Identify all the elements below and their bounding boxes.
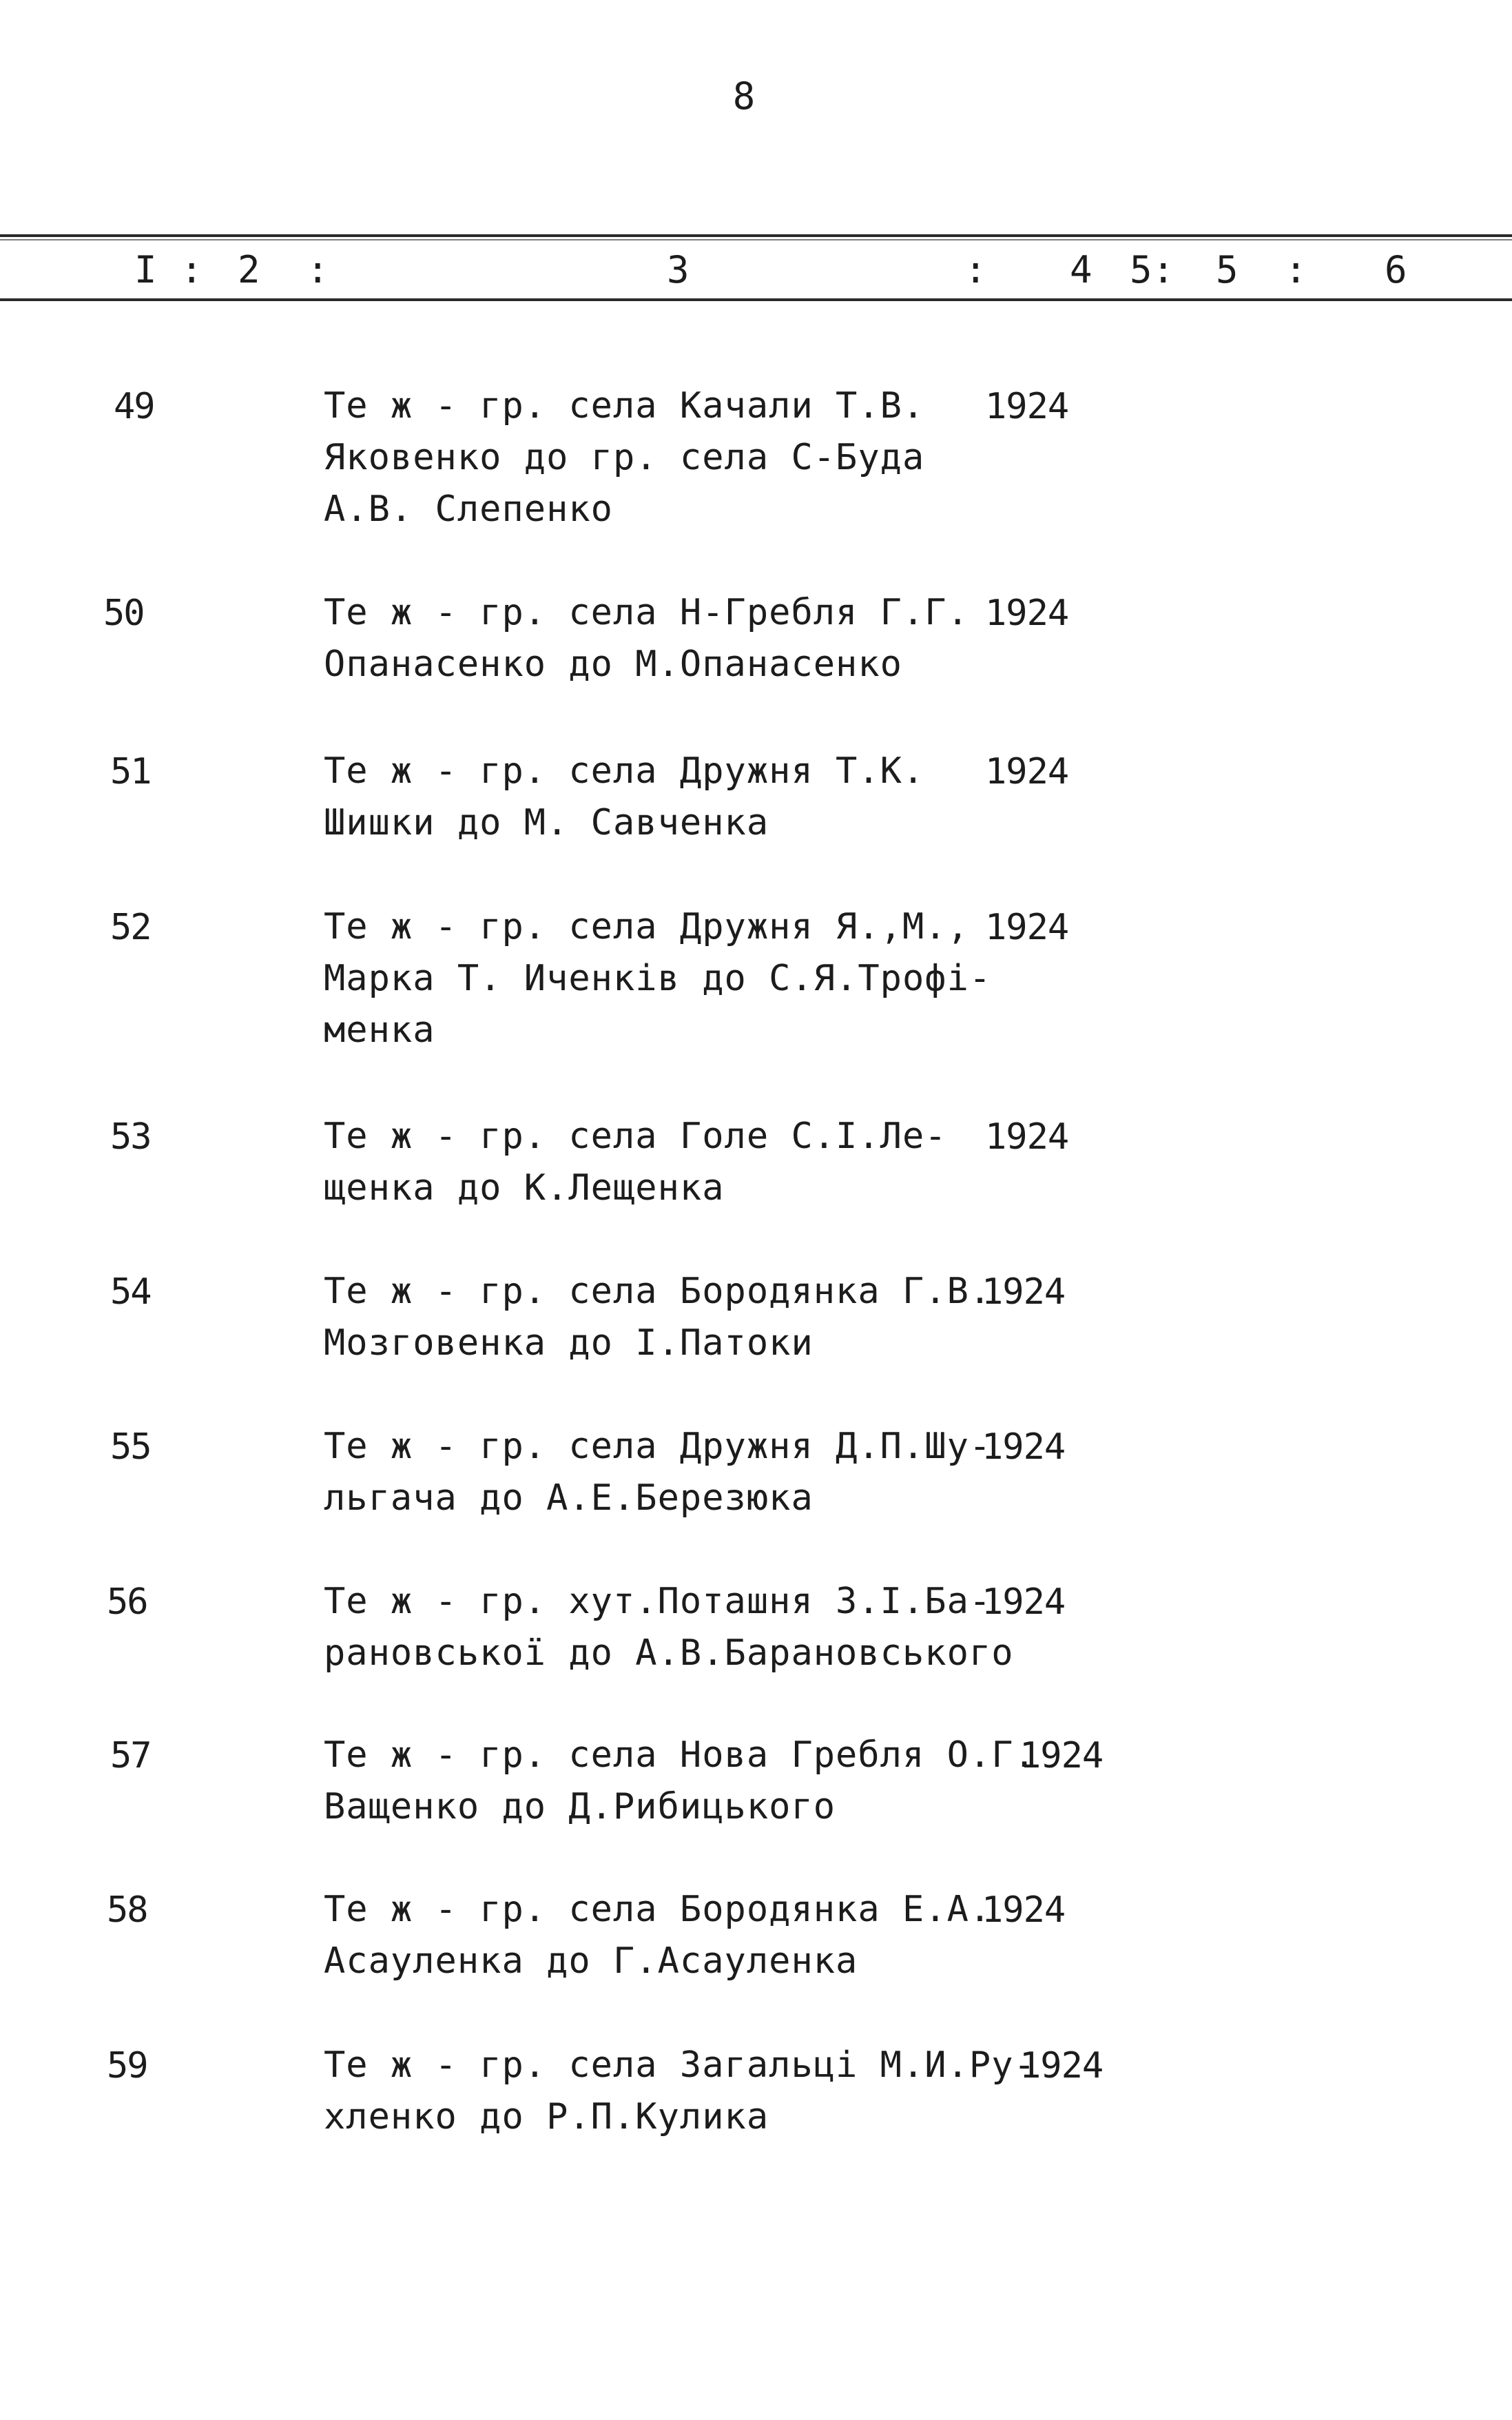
entry-year: 1924 <box>1019 1735 1104 1776</box>
entry-description-line: Ващенко до Д.Рибицького <box>324 1786 836 1827</box>
entry-number: 57 <box>110 1735 151 1776</box>
entry-description-line: Марка Т. Иченків до С.Я.Трофі- <box>324 958 992 999</box>
entry-description-line: Те ж - гр. села Дружня Д.П.Шу- <box>324 1426 992 1467</box>
entry-description-line: А.В. Слепенко <box>324 489 613 530</box>
entry-year: 1924 <box>985 593 1069 634</box>
column-header-1: I <box>134 248 157 291</box>
entry-number: 56 <box>107 1581 147 1623</box>
entry-number: 59 <box>107 2045 147 2086</box>
column-header-2: 2 <box>238 248 260 291</box>
entry-description-line: Те ж - гр. села Качали Т.В. <box>324 385 925 427</box>
column-header-5: 5 <box>1216 248 1239 291</box>
entry-year: 1924 <box>982 1271 1066 1313</box>
entry-number: 55 <box>110 1426 151 1468</box>
entry-number: 51 <box>110 751 151 792</box>
entry-description-line: Асауленка до Г.Асауленка <box>324 1940 858 1982</box>
entry-description-line: щенка до К.Лещенка <box>324 1167 725 1209</box>
entry-description-line: Те ж - гр. села Нова Гребля О.Г. <box>324 1734 1036 1776</box>
column-separator-4: 5: <box>1130 248 1175 291</box>
entry-description-line: Опанасенко до М.Опанасенко <box>324 644 902 685</box>
entry-description-line: Шишки до М. Савченка <box>324 802 769 843</box>
entry-year: 1924 <box>982 1426 1066 1468</box>
entry-year: 1924 <box>982 1581 1066 1623</box>
page-number: 8 <box>732 74 756 118</box>
entry-year: 1924 <box>1019 2045 1104 2086</box>
entry-description-line: рановської до А.В.Барановського <box>324 1632 1014 1674</box>
entry-description-line: Мозговенка до І.Патоки <box>324 1322 814 1364</box>
entry-description-line: Те ж - гр. села Загальці М.И.Ру- <box>324 2044 1036 2086</box>
entry-year: 1924 <box>985 907 1069 948</box>
entry-year: 1924 <box>985 1116 1069 1158</box>
entry-description-line: хленко до Р.П.Кулика <box>324 2096 769 2137</box>
column-header-4: 4 <box>1070 248 1092 291</box>
table-header-rule-top <box>0 234 1512 237</box>
entry-year: 1924 <box>985 386 1069 427</box>
table-header-rule-top-secondary <box>0 239 1512 240</box>
entry-number: 58 <box>107 1889 147 1931</box>
entry-description-line: Те ж - гр. хут.Поташня З.І.Ба- <box>324 1581 992 1622</box>
entry-description-line: Те ж - гр. села Голе С.І.Ле- <box>324 1116 947 1157</box>
column-separator-3: : <box>964 248 987 291</box>
entry-description-line: Те ж - гр. села Дружня Я.,М., <box>324 906 969 947</box>
column-header-6: 6 <box>1385 248 1407 291</box>
entry-year: 1924 <box>982 1889 1066 1931</box>
entry-year: 1924 <box>985 751 1069 792</box>
column-separator-1: : <box>180 248 203 291</box>
entry-description-line: Те ж - гр. села Бородянка Е.А. <box>324 1889 992 1930</box>
entry-number: 53 <box>110 1116 151 1158</box>
entry-description-line: Те ж - гр. села Бородянка Г.В. <box>324 1271 992 1312</box>
column-separator-2: : <box>307 248 329 291</box>
entry-number: 49 <box>114 386 154 427</box>
entry-description-line: Яковенко до гр. села С-Буда <box>324 437 925 478</box>
entry-number: 50 <box>103 593 144 634</box>
entry-number: 52 <box>110 907 151 948</box>
entry-description-line: Те ж - гр. села Н-Гребля Г.Г. <box>324 592 969 633</box>
entry-description-line: менка <box>324 1009 435 1051</box>
entry-description-line: Те ж - гр. села Дружня Т.К. <box>324 750 925 792</box>
column-separator-5: : <box>1285 248 1307 291</box>
entry-description-line: льгача до А.Е.Березюка <box>324 1477 814 1519</box>
table-header-rule-bottom <box>0 298 1512 301</box>
column-header-3: 3 <box>667 248 690 291</box>
entry-number: 54 <box>110 1271 151 1313</box>
